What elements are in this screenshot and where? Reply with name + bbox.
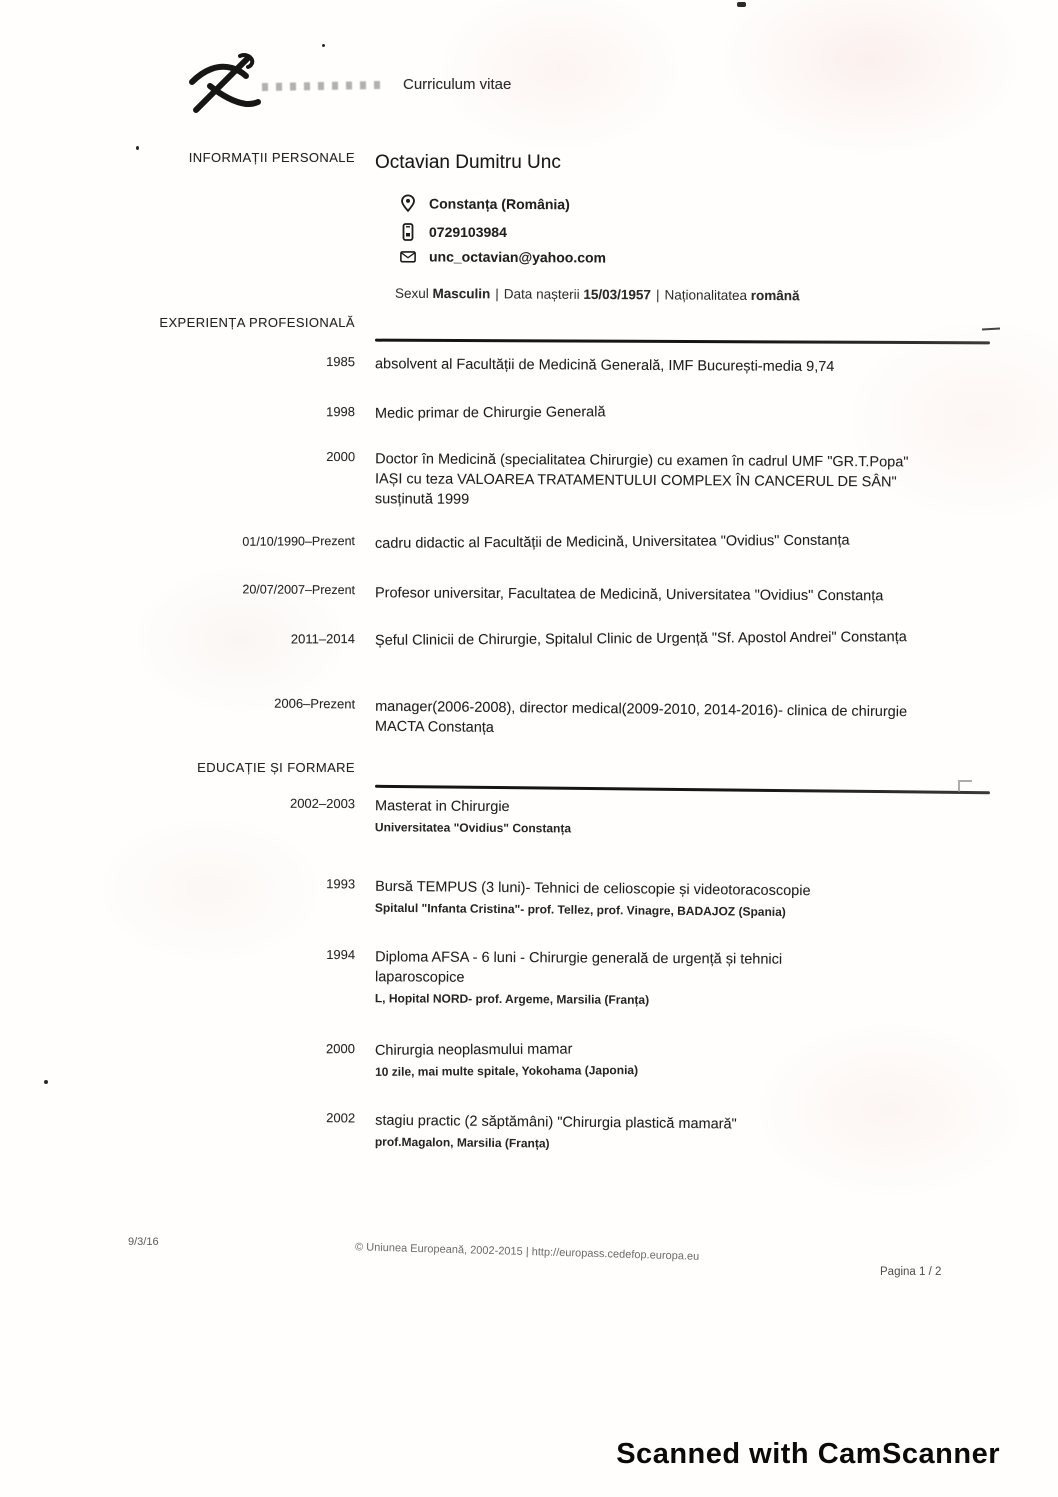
- entry-title: Diploma AFSA - 6 luni - Chirurgie generală de urgență și tehnici laparoscopice: [374, 949, 783, 986]
- section-label-experience: EXPERIENȚA PROFESIONALĂ: [159, 315, 355, 330]
- entry-text: Doctor în Medicină (specialitatea Chirurgie) cu examen în cadrul UMF "GR.T.Popa" IAȘI cu teza VALOAREA TRATAMENTULUI COMPLEX ÎN CANCERUL DE SÂN" susținută 1999: [374, 451, 909, 508]
- rule-endmark: [982, 328, 1000, 331]
- entry-detail: Universitatea "Ovidius" Constanța: [374, 820, 572, 836]
- entry-detail: L, Hopital NORD- prof. Argeme, Marsilia (Franța): [374, 991, 650, 1007]
- phone-row: [400, 223, 960, 241]
- entry-text: Profesor universitar, Facultatea de Medicină, Universitatea "Ovidius" Constanța: [374, 585, 884, 605]
- birth-value: 15/03/1957: [583, 286, 652, 303]
- scan-speck: [737, 2, 746, 7]
- europass-figure-icon: [188, 52, 268, 114]
- section-label-personal: INFORMAȚII PERSONALE: [188, 150, 355, 165]
- entry-text: manager(2006-2008), director medical(2009-2010, 2014-2016)- clinica de chirurgie MACTA Constanța: [374, 698, 908, 736]
- experience-entry: [0, 693, 1000, 743]
- experience-entry: [0, 400, 1000, 427]
- entry-period: 1993: [326, 876, 356, 892]
- entry-period: 1994: [326, 946, 356, 963]
- footer-page-number: Pagina 1 / 2: [880, 1266, 942, 1278]
- address-value: Constanța (România): [428, 195, 570, 213]
- entry-text: absolvent al Facultății de Medicină Generală, IMF București-media 9,74: [374, 356, 835, 376]
- europass-logo: [188, 52, 268, 114]
- entry-period: 1985: [326, 353, 356, 370]
- birth-label: Data nașterii: [503, 286, 580, 302]
- entry-period: 2000: [325, 1041, 355, 1057]
- phone-value: 0729103984: [429, 224, 507, 240]
- entry-period: 01/10/1990–Prezent: [242, 534, 356, 549]
- experience-rule: [375, 339, 990, 345]
- education-rule: [375, 785, 990, 794]
- entry-text: Medic primar de Chirurgie Generală: [374, 404, 606, 422]
- sex-value: Masculin: [432, 285, 491, 302]
- entry-period: 2006–Prezent: [274, 695, 356, 712]
- entry-detail: prof.Magalon, Marsilia (Franța): [374, 1134, 550, 1151]
- entry-detail: Spitalul "Infanta Cristina"- prof. Tellez, prof. Vinagre, BADAJOZ (Spania): [374, 900, 786, 919]
- nationality-label: Naționalitatea: [664, 287, 748, 303]
- entry-period: 2000: [326, 448, 356, 465]
- entry-title: Masterat in Chirurgie: [375, 798, 510, 816]
- entry-text: Șeful Clinicii de Chirurgie, Spitalul Clinic de Urgență "Sf. Apostol Andrei" Constanța: [374, 629, 907, 649]
- email-value: unc_octavian@yahoo.com: [428, 248, 607, 266]
- entry-title: Chirurgia neoplasmului mamar: [374, 1041, 573, 1059]
- envelope-icon: [400, 250, 416, 263]
- entry-period: 2011–2014: [290, 631, 356, 647]
- education-entry: [0, 794, 1000, 840]
- email-row: [400, 248, 960, 267]
- personal-meta-line: [395, 286, 800, 303]
- nationality-value: română: [750, 287, 800, 304]
- entry-title: stagiu practic (2 săptămâni) "Chirurgia plastică mamară": [375, 1112, 737, 1133]
- education-entry: [0, 873, 1000, 923]
- experience-entry: [0, 627, 1000, 654]
- location-pin-icon: [400, 194, 416, 212]
- sex-label: Sexul: [394, 285, 429, 301]
- education-entry: [0, 1037, 1000, 1084]
- experience-entry: [0, 581, 1000, 607]
- rule-bracket-mark: [958, 780, 972, 792]
- mobile-phone-icon: [400, 223, 416, 241]
- entry-period: 2002: [326, 1110, 356, 1126]
- experience-entry: [0, 530, 1000, 557]
- faded-logo-wordmark: [262, 81, 382, 91]
- scan-speck: [322, 44, 325, 47]
- education-entry: [0, 945, 1000, 1011]
- education-entry: [0, 1107, 1000, 1157]
- entry-title: Bursă TEMPUS (3 luni)- Tehnici de celioscopie și videotoracoscopie: [375, 878, 811, 900]
- meta-separator: |: [495, 286, 499, 302]
- entry-period: 20/07/2007–Prezent: [242, 582, 356, 598]
- doc-type-title: Curriculum vitae: [403, 76, 512, 93]
- entry-detail: 10 zile, mai multe spitale, Yokohama (Japonia): [375, 1063, 639, 1079]
- camscanner-watermark: Scanned with CamScanner: [616, 1438, 1000, 1470]
- address-row: [400, 194, 960, 215]
- entry-text: cadru didactic al Facultății de Medicină, Universitatea "Ovidius" Constanța: [374, 532, 850, 552]
- experience-entry: [0, 447, 1000, 513]
- person-name: Octavian Dumitru Unc: [375, 152, 561, 173]
- experience-entry: [0, 352, 1000, 378]
- section-label-education: EDUCAȚIE ȘI FORMARE: [197, 760, 355, 775]
- entry-period: 2002–2003: [289, 795, 356, 812]
- meta-separator: |: [655, 287, 660, 303]
- footer-date: 9/3/16: [128, 1236, 159, 1248]
- entry-period: 1998: [326, 404, 356, 420]
- footer-copyright: © Uniunea Europeană, 2002-2015 | http://europass.cedefop.europa.eu: [354, 1241, 700, 1263]
